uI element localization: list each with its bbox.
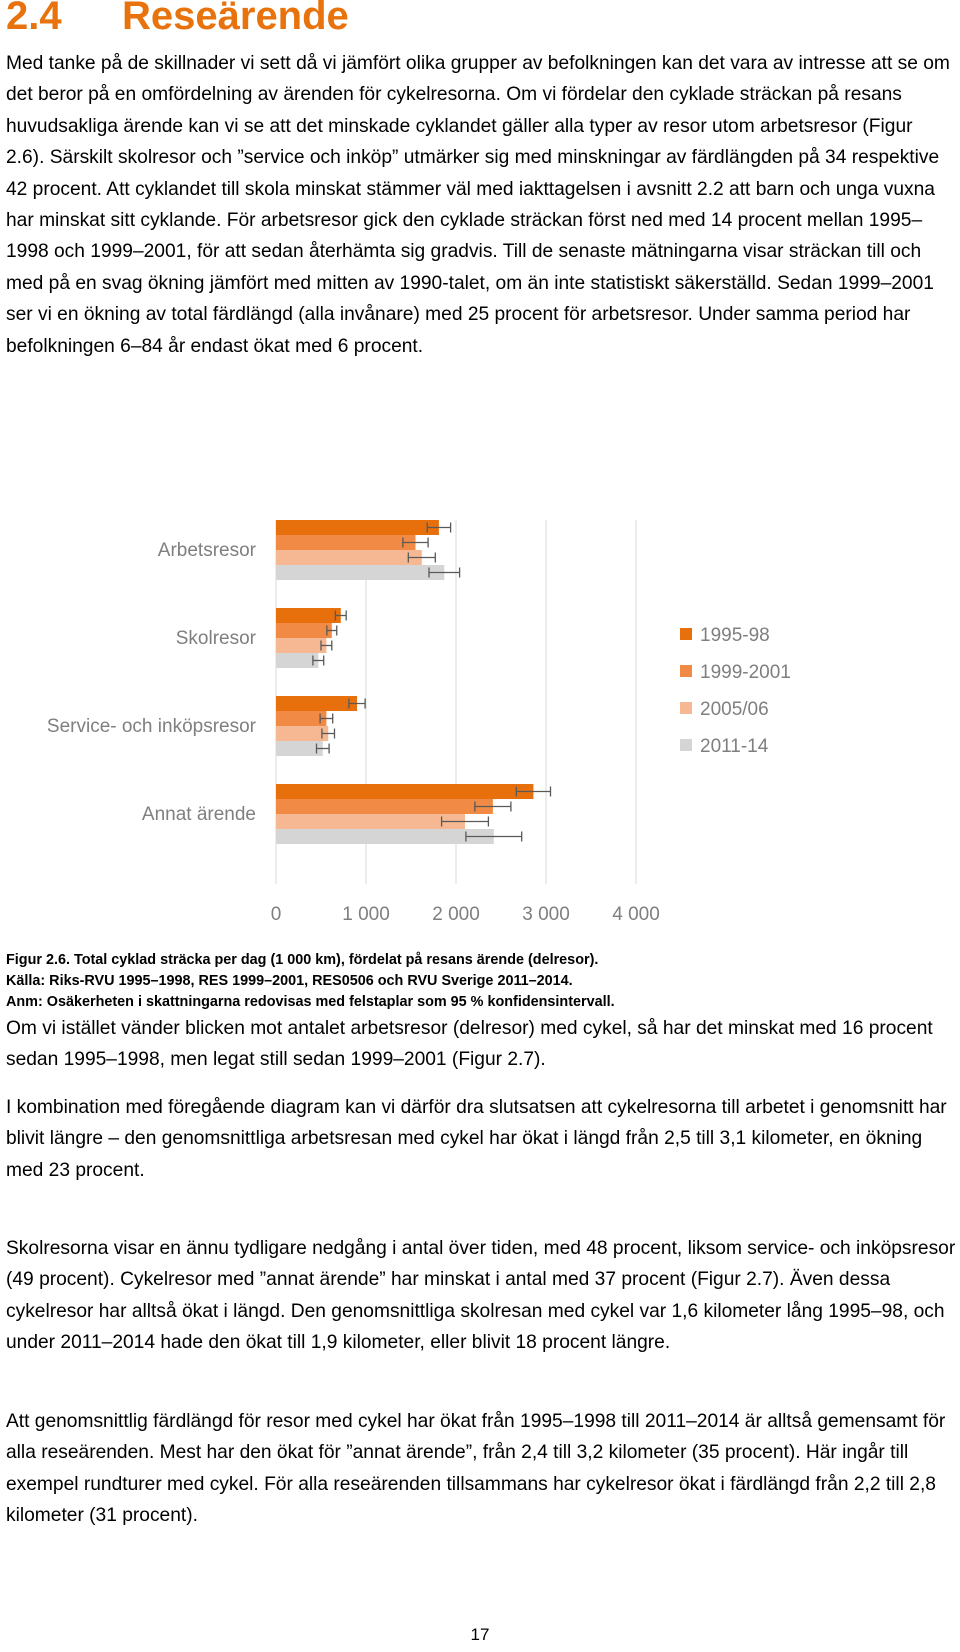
x-tick-label-2: 2 000 <box>432 904 480 925</box>
chart-legend <box>680 625 791 757</box>
bar-1-0 <box>276 608 341 623</box>
page-number: 17 <box>470 1625 490 1644</box>
body-paragraph-2: Om vi istället vänder blicken mot antalet arbetsresor (delresor) med cykel, så har det minskat med 16 procent sedan 1995–1998, men legat still sedan 1999–2001 (Figur 2.7). <box>6 1018 933 1071</box>
chart-tick-labels <box>271 904 660 925</box>
bar-3-3 <box>276 829 494 844</box>
category-label-1: Skolresor <box>175 628 256 649</box>
bar-2-3 <box>276 741 323 756</box>
bar-2-1 <box>276 711 326 726</box>
body-paragraph-4: Skolresorna visar en ännu tydligare nedgång i antal över tiden, med 48 procent, liksom service- och inköpsresor (49 procent). Cykelresor med ”annat ärende” har minskat i antal med 37 procent (Figur 2.7). Även dessa cykelresor har alltså ökat i längd. Den genomsnittliga skolresan med cykel var 1,6 kilometer lång 1995–98, och under 2011–2014 hade den ökat till 1,9 kilometer, eller blivit 18 procent längre. <box>6 1238 956 1354</box>
x-tick-label-3: 3 000 <box>522 904 570 925</box>
figure-note: Anm: Osäkerheten i skattningarna redovisas med felstaplar som 95 % konfidensintervall. <box>6 994 615 1010</box>
bar-3-0 <box>276 784 533 799</box>
x-tick-label-0: 0 <box>270 904 282 925</box>
category-label-3: Annat ärende <box>141 804 256 825</box>
category-label-0: Arbetsresor <box>157 540 256 561</box>
body-paragraph-3: I kombination med föregående diagram kan vi därför dra slutsatsen att cykelresorna till arbetet i genomsnitt har blivit längre – den genomsnittliga arbetsresan med cykel har ökat i längd från 2,5 till 3,1 kilometer, en ökning med 23 procent. <box>6 1097 947 1181</box>
bar-0-2 <box>276 550 422 565</box>
legend-label-1: 1999-2001 <box>700 662 791 683</box>
bar-0-3 <box>276 565 444 580</box>
bar-3-1 <box>276 799 493 814</box>
section-title: Reseärende <box>122 0 349 38</box>
figure-2-6-chart <box>0 520 960 940</box>
legend-swatch-3 <box>680 739 692 751</box>
bar-3-2 <box>276 814 465 829</box>
figure-caption: Figur 2.6. Total cyklad sträcka per dag (1 000 km), fördelat på resans ärende (delresor). <box>6 952 599 968</box>
legend-label-3: 2011-14 <box>700 736 769 757</box>
category-label-2: Service- och inköpsresor <box>46 716 256 737</box>
body-paragraph-5: Att genomsnittlig färdlängd för resor med cykel har ökat från 1995–1998 till 2011–2014 är alltså gemensamt för alla reseärenden. Mest har den ökat för ”annat ärende”, från 2,4 till 3,2 kilometer (35 procent). Här ingår till exempel rundturer med cykel. För alla reseärenden tillsammans har cykelresor ökat i färdlängd från 2,2 till 2,8 kilometer (31 procent). <box>6 1411 946 1527</box>
bar-2-2 <box>276 726 328 741</box>
legend-swatch-0 <box>680 628 692 640</box>
x-tick-label-1: 1 000 <box>342 904 390 925</box>
bar-2-0 <box>276 696 357 711</box>
body-paragraph-1: Med tanke på de skillnader vi sett då vi jämfört olika grupper av befolkningen kan det vara av intresse att se om det beror på en omfördelning av ärenden för cykelresorna. Om vi fördelar den cyklade sträckan på resans huvudsakliga ärende kan vi se att det minskade cyklandet gäller alla typer av resor utom arbetsresor (Figur 2.6). Särskilt skolresor och ”service och inköp” utmärker sig med minskningar av färdlängden på 34 respektive 42 procent. Att cyklandet till skola minskat stämmer väl med iakttagelsen i avsnitt 2.2 att barn och unga vuxna har minskat sitt cyklande. För arbetsresor gick den cyklade sträckan först ned med 14 procent mellan 1995–1998 och 1999–2001, för att sedan återhämta sig gradvis. Till de senaste mätningarna visar sträckan till och med på en svag ökning jämfört med mitten av 1990-talet, om än inte statistiskt säkerställd. Sedan 1999–2001 ser vi en ökning av total färdlängd (alla invånare) med 25 procent för arbetsresor. Under samma period har befolkningen 6–84 år endast ökat med 6 procent. <box>6 53 950 357</box>
chart-category-labels <box>47 540 257 825</box>
bar-0-1 <box>276 535 416 550</box>
x-tick-label-4: 4 000 <box>612 904 660 925</box>
figure-source: Källa: Riks-RVU 1995–1998, RES 1999–2001, RES0506 och RVU Sverige 2011–2014. <box>6 973 573 989</box>
legend-label-2: 2005/06 <box>700 699 769 720</box>
section-heading <box>6 0 349 39</box>
legend-label-0: 1995-98 <box>700 625 770 646</box>
bar-1-2 <box>276 638 326 653</box>
bar-0-0 <box>276 520 439 535</box>
legend-swatch-2 <box>680 702 692 714</box>
figure-caption-block <box>6 950 615 1013</box>
section-number: 2.4 <box>6 0 62 38</box>
chart-bars <box>276 520 533 844</box>
bar-1-3 <box>276 653 318 668</box>
legend-swatch-1 <box>680 665 692 677</box>
bar-1-1 <box>276 623 332 638</box>
